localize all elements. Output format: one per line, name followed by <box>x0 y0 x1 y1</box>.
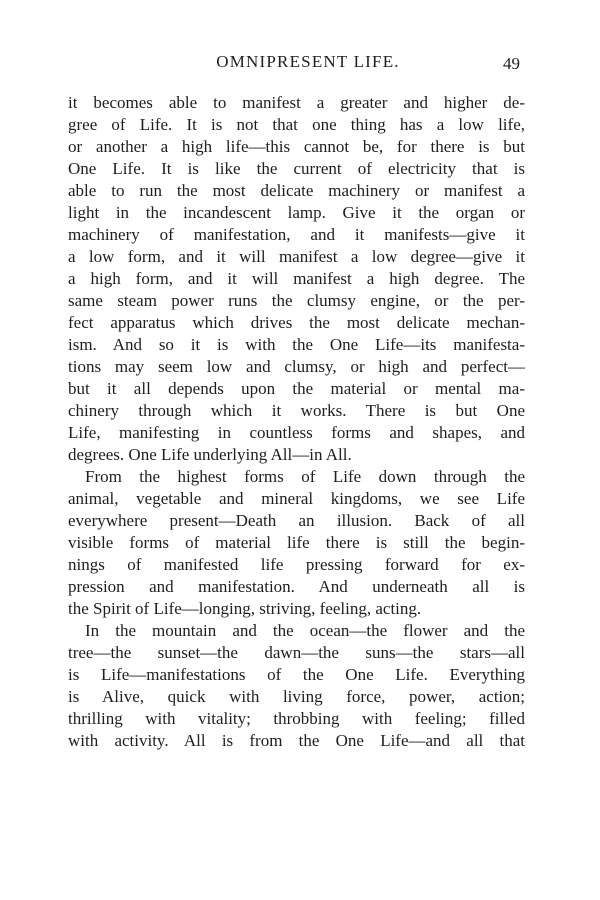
text-line: a low form, and it will manifest a low degree—give it <box>68 247 525 266</box>
page-number: 49 <box>503 54 520 73</box>
text-line: Life, manifesting in countless forms and shapes, and <box>68 423 525 442</box>
running-header <box>0 52 600 76</box>
text-line: is Alive, quick with living force, power, action; <box>68 687 525 706</box>
text-line: visible forms of material life there is still the begin- <box>68 533 525 552</box>
text-line: In the mountain and the ocean—the flower and the <box>85 621 525 640</box>
text-line: gree of Life. It is not that one thing has a low life, <box>68 115 525 134</box>
body-text <box>68 92 525 752</box>
text-line: tions may seem low and clumsy, or high and perfect— <box>68 357 525 376</box>
text-line: it becomes able to manifest a greater and higher de- <box>68 93 525 112</box>
text-line: From the highest forms of Life down through the <box>85 467 525 486</box>
running-title: OMNIPRESENT LIFE. <box>216 52 400 71</box>
text-line: nings of manifested life pressing forward for ex- <box>68 555 525 574</box>
text-line: tree—the sunset—the dawn—the suns—the stars—all <box>68 643 525 662</box>
text-line: One Life. It is like the current of electricity that is <box>68 159 525 178</box>
text-line: thrilling with vitality; throbbing with feeling; filled <box>68 709 525 728</box>
text-line: ism. And so it is with the One Life—its manifesta- <box>68 335 525 354</box>
text-line: light in the incandescent lamp. Give it the organ or <box>68 203 525 222</box>
text-line: machinery of manifestation, and it manifests—give it <box>68 225 525 244</box>
text-line: is Life—manifestations of the One Life. Everything <box>68 665 525 684</box>
text-line: able to run the most delicate machinery or manifest a <box>68 181 525 200</box>
text-line: but it all depends upon the material or mental ma- <box>68 379 525 398</box>
text-line: a high form, and it will manifest a high degree. The <box>68 269 525 288</box>
text-line: everywhere present—Death an illusion. Back of all <box>68 511 525 530</box>
text-line: degrees. One Life underlying All—in All. <box>68 445 352 464</box>
text-line: chinery through which it works. There is but One <box>68 401 525 420</box>
text-line: animal, vegetable and mineral kingdoms, we see Life <box>68 489 525 508</box>
text-line: fect apparatus which drives the most delicate mechan- <box>68 313 525 332</box>
text-line: or another a high life—this cannot be, for there is but <box>68 137 525 156</box>
text-line: the Spirit of Life—longing, striving, feeling, acting. <box>68 599 422 618</box>
text-line: same steam power runs the clumsy engine, or the per- <box>68 291 525 310</box>
text-line: with activity. All is from the One Life—and all that <box>68 731 525 750</box>
text-line: pression and manifestation. And underneath all is <box>68 577 525 596</box>
